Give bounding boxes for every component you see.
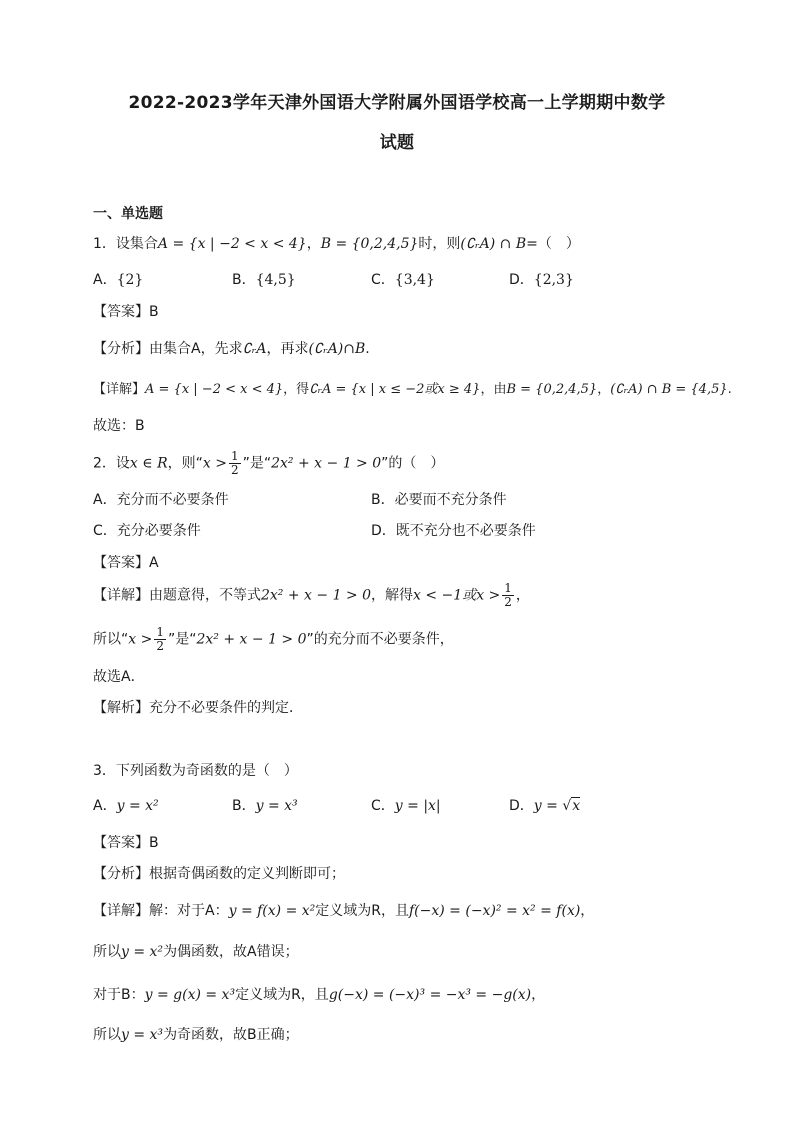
q3-detail-a bbox=[93, 900, 594, 920]
q1-option-d-label: D． bbox=[509, 272, 534, 288]
q2-jiexi-tag: 【解析】 bbox=[93, 700, 149, 716]
q3-option-b-value: y = x³ bbox=[255, 798, 298, 814]
q2-so-expr: 2x² + x − 1 > 0 bbox=[196, 631, 307, 648]
q3-so-a bbox=[93, 941, 299, 961]
q1-analysis-tag: 【分析】 bbox=[93, 341, 149, 357]
q3-answer bbox=[93, 832, 159, 852]
q3-analysis bbox=[93, 863, 345, 883]
q1-detail-expr-1: A = {x | −2 < x < 4} bbox=[145, 382, 284, 397]
q2-so-fraction bbox=[154, 626, 166, 653]
question-2-stem bbox=[93, 450, 444, 477]
sqrt-icon: √ bbox=[562, 798, 572, 814]
q3-detail-b-end: ， bbox=[531, 987, 546, 1003]
q3-option-a-label: A． bbox=[93, 798, 117, 814]
q1-choose: 故选：B bbox=[93, 418, 145, 434]
q1-analysis-end: . bbox=[365, 341, 370, 357]
q3-option-d-label: D． bbox=[509, 798, 534, 814]
q2-answer-value: A bbox=[149, 555, 159, 571]
section-heading: 一、单选题 bbox=[93, 206, 163, 222]
q2-choose: 故选A． bbox=[93, 669, 145, 685]
q1-detail-expr-3: B = {0,2,4,5} bbox=[506, 382, 598, 397]
q3-option-a bbox=[93, 795, 159, 815]
q3-option-a-value: y = x² bbox=[116, 798, 159, 814]
q2-detail-end: ， bbox=[515, 587, 530, 604]
q1-option-b-label: B． bbox=[232, 272, 256, 288]
fraction-denominator: 2 bbox=[156, 639, 164, 653]
q2-stem-ineq: x > bbox=[202, 455, 227, 472]
q3-detail-tag: 【详解】 bbox=[93, 903, 149, 919]
q3-option-b-label: B． bbox=[232, 798, 256, 814]
q3-option-c-label: C． bbox=[371, 798, 395, 814]
q1-set-b: B = {0,2,4,5} bbox=[320, 236, 419, 252]
q2-stem-text-2: ”是“ bbox=[242, 455, 272, 472]
q1-detail-text-3: ， bbox=[597, 382, 611, 397]
q3-detail-b-text-2: 定义域为R，且 bbox=[235, 987, 329, 1003]
q3-detail-b bbox=[93, 984, 545, 1004]
fraction-denominator: 2 bbox=[504, 595, 512, 609]
q2-jiexi-text: 充分不必要条件的判定． bbox=[149, 700, 303, 716]
q3-so-a-text-2: 为偶函数，故A错误； bbox=[163, 944, 299, 960]
q2-option-a: A．充分而不必要条件 bbox=[93, 492, 229, 508]
q1-expression: (∁ᵣA) ∩ B bbox=[460, 236, 527, 252]
q3-analysis-text: 根据奇偶函数的定义判断即可； bbox=[149, 866, 345, 882]
q1-answer bbox=[93, 301, 159, 321]
q3-so-b-text-2: 为奇函数，故B正确； bbox=[163, 1027, 299, 1043]
q2-so-ineq: x > bbox=[128, 631, 153, 648]
fraction-numerator: 1 bbox=[504, 581, 512, 595]
q3-option-c bbox=[371, 795, 441, 815]
q2-stem-prefix: 2．设 bbox=[93, 455, 130, 472]
fraction-denominator: 2 bbox=[230, 463, 239, 477]
q1-option-b-value: {4,5} bbox=[255, 272, 296, 288]
q1-option-b bbox=[232, 269, 296, 289]
q1-analysis-text-1: 由集合A，先求 bbox=[149, 341, 243, 357]
q1-detail-expr-4: (∁ᵣA) ∩ B = {4,5} bbox=[610, 382, 728, 397]
q1-option-c-label: C． bbox=[371, 272, 395, 288]
q1-analysis-expr-2: (∁ᵣA)∩B bbox=[308, 341, 366, 357]
q3-detail-b-expr-1: y = g(x) = x³ bbox=[144, 987, 236, 1003]
q2-option-d: D．既不充分也不必要条件 bbox=[371, 523, 536, 539]
q1-comma: ， bbox=[306, 236, 321, 252]
q3-detail-a-expr-1: y = f(x) = x² bbox=[228, 903, 316, 919]
q1-answer-value: B bbox=[149, 304, 159, 320]
q1-option-a-label: A． bbox=[93, 272, 117, 288]
q2-answer bbox=[93, 552, 159, 572]
q1-option-c bbox=[371, 269, 435, 289]
q1-detail-text-1: ，得 bbox=[283, 382, 310, 397]
q1-detail bbox=[93, 378, 732, 397]
document-title-line-1: 2022-2023学年天津外国语大学附属外国语学校高一上学期期中数学 bbox=[128, 93, 666, 113]
q3-option-b bbox=[232, 795, 298, 815]
q3-so-a-expr: y = x² bbox=[121, 944, 164, 960]
q2-detail bbox=[93, 582, 530, 609]
q3-option-d-prefix: y = bbox=[533, 798, 563, 814]
q3-option-d bbox=[509, 795, 580, 815]
q2-stem-end: ”的（ ） bbox=[381, 455, 445, 472]
q3-so-a-text-1: 所以 bbox=[93, 944, 121, 960]
q3-answer-tag: 【答案】 bbox=[93, 835, 149, 851]
q2-option-b: B．必要而不充分条件 bbox=[371, 492, 507, 508]
q3-detail-a-text: 解：对于A： bbox=[149, 903, 229, 919]
q3-option-d-radicand: x bbox=[572, 798, 581, 814]
q2-stem-fraction bbox=[229, 450, 241, 477]
q2-detail-text-2: ，解得 bbox=[371, 587, 414, 604]
q2-so bbox=[93, 626, 454, 653]
q1-option-a bbox=[93, 269, 143, 289]
q1-answer-tag: 【答案】 bbox=[93, 304, 149, 320]
q2-detail-expr-1: 2x² + x − 1 > 0 bbox=[261, 587, 372, 604]
fraction-numerator: 1 bbox=[230, 449, 239, 463]
fraction-numerator: 1 bbox=[156, 625, 164, 639]
q3-so-b-expr: y = x³ bbox=[121, 1027, 164, 1043]
q2-so-text-1: 所以“ bbox=[93, 631, 129, 648]
q1-stem-end: =（ ） bbox=[526, 236, 580, 252]
q1-analysis bbox=[93, 338, 370, 358]
q2-detail-fraction bbox=[502, 582, 514, 609]
q3-analysis-tag: 【分析】 bbox=[93, 866, 149, 882]
q2-so-text-2: ”是“ bbox=[167, 631, 197, 648]
q1-option-d-value: {2,3} bbox=[533, 272, 574, 288]
q2-so-text-3: ”的充分而不必要条件， bbox=[306, 631, 454, 648]
q2-option-c: C．充分必要条件 bbox=[93, 523, 201, 539]
q2-detail-tag: 【详解】 bbox=[93, 587, 149, 604]
q1-detail-text-2: ，由 bbox=[480, 382, 507, 397]
q3-detail-b-expr-2: g(−x) = (−x)³ = −x³ = −g(x) bbox=[328, 987, 532, 1003]
q1-analysis-expr-1: ∁ᵣA bbox=[242, 341, 267, 357]
q3-option-c-value: y = |x| bbox=[394, 798, 441, 814]
q3-detail-a-end: ， bbox=[580, 903, 595, 919]
q3-answer-value: B bbox=[149, 835, 159, 851]
q1-set-a: A = {x | −2 < x < 4} bbox=[157, 236, 307, 252]
q1-analysis-text-2: ，再求 bbox=[266, 341, 309, 357]
q1-detail-end: . bbox=[727, 382, 732, 397]
q2-answer-tag: 【答案】 bbox=[93, 555, 149, 571]
q1-option-a-value: {2} bbox=[116, 272, 144, 288]
q1-stem-prefix: 1．设集合 bbox=[93, 236, 158, 252]
q2-stem-expr: 2x² + x − 1 > 0 bbox=[271, 455, 382, 472]
q2-stem-text-1: ，则“ bbox=[167, 455, 203, 472]
question-1-stem bbox=[93, 233, 580, 253]
q1-option-c-value: {3,4} bbox=[394, 272, 435, 288]
q3-so-b bbox=[93, 1024, 299, 1044]
q2-detail-expr-2: x < −1或x > bbox=[413, 587, 501, 604]
q1-stem-mid: 时，则 bbox=[418, 236, 461, 252]
q2-detail-text-1: 由题意得，不等式 bbox=[149, 587, 261, 604]
q3-so-b-text-1: 所以 bbox=[93, 1027, 121, 1043]
q2-stem-var: x ∈ R bbox=[129, 455, 168, 472]
q3-detail-a-expr-2: f(−x) = (−x)² = x² = f(x) bbox=[409, 903, 581, 919]
question-3-stem: 3．下列函数为奇函数的是（ ） bbox=[93, 763, 298, 779]
q2-jiexi bbox=[93, 697, 303, 717]
q1-option-d bbox=[509, 269, 574, 289]
document-title-line-2: 试题 bbox=[379, 133, 415, 153]
q3-detail-a-text-2: 定义域为R，且 bbox=[315, 903, 409, 919]
q1-detail-expr-2: ∁ᵣA = {x | x ≤ −2或x ≥ 4} bbox=[309, 382, 481, 397]
q3-detail-b-text: 对于B： bbox=[93, 987, 145, 1003]
q1-detail-tag: 【详解】 bbox=[93, 382, 146, 397]
